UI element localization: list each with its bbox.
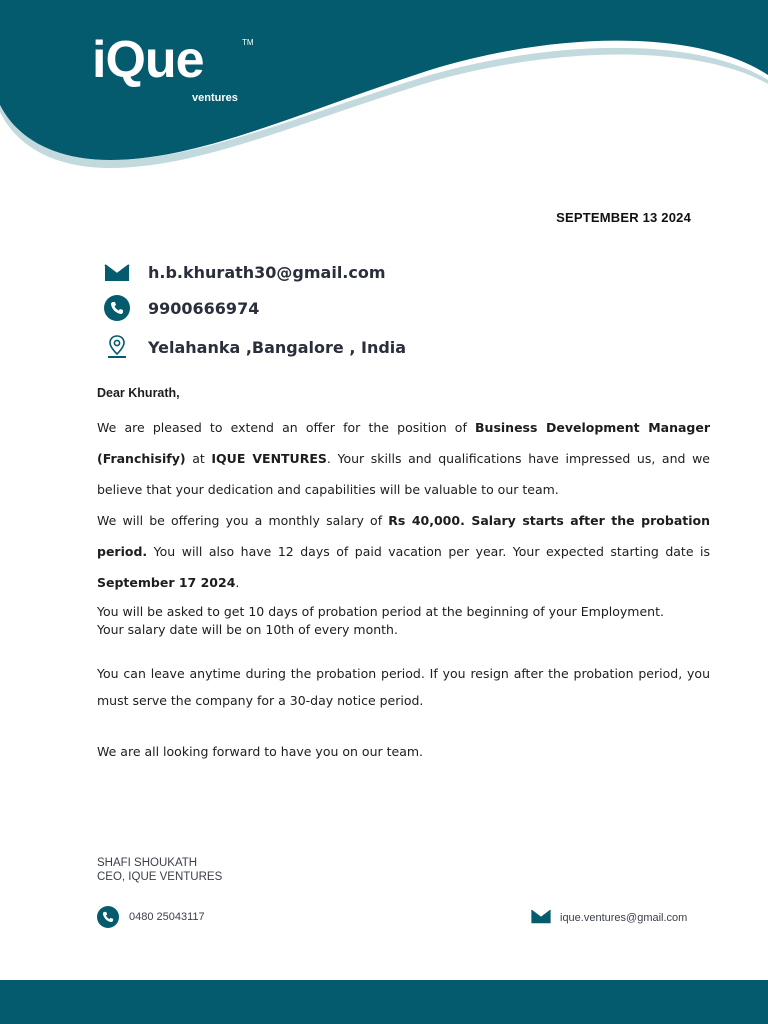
contact-email-row: [104, 258, 386, 286]
probation-line: You will be asked to get 10 days of probation period at the beginning of your Employment.: [97, 604, 664, 619]
phone-icon: [97, 906, 119, 932]
signatory-name: SHAFI SHOUKATH: [97, 857, 198, 869]
contact-phone-row: [104, 294, 259, 322]
letter-date: SEPTEMBER 13 2024: [556, 210, 691, 225]
start-date: September 17 2024: [97, 575, 236, 590]
footer-phone: [97, 906, 205, 932]
footer-email-address: ique.ventures@gmail.com: [560, 912, 688, 924]
paragraph-offer: [97, 412, 710, 505]
company-logo: [92, 28, 262, 112]
logo-trademark: TM: [242, 38, 254, 47]
phone-icon: [104, 295, 130, 321]
paragraph-closing: We are all looking forward to have you on our team.: [97, 744, 424, 759]
job-position: Business Development Manager (Franchisify): [97, 420, 710, 466]
mail-icon: [104, 259, 130, 285]
salary-date-line: Your salary date will be on 10th of every month.: [97, 622, 398, 637]
footer-phone-number: 0480 25043117: [129, 911, 205, 923]
salary-amount: Rs 40,000. Salary starts after the probation period.: [97, 513, 710, 559]
signatory-title: CEO, IQUE VENTURES: [97, 871, 223, 883]
company-name: IQUE VENTURES: [211, 451, 327, 466]
logo-wordmark: iQue: [92, 31, 204, 89]
contact-location-row: [104, 333, 406, 361]
contact-phone: 9900666974: [148, 298, 260, 318]
salary-text-start: We will be offering you a monthly salary of: [97, 513, 389, 528]
footer-email: [530, 908, 687, 928]
signature-block: [97, 856, 222, 884]
paragraph-salary: [97, 505, 710, 598]
mail-icon: [530, 908, 552, 928]
vacation-text: You will also have 12 days of paid vacation per year. Your expected starting date is: [147, 544, 710, 559]
salary-text-end: .: [235, 575, 240, 590]
contact-location: Yelahanka ,Bangalore , India: [148, 337, 407, 357]
contact-email: h.b.khurath30@gmail.com: [148, 262, 386, 282]
paragraph-probation: [97, 603, 710, 639]
logo-subtitle: ventures: [192, 92, 238, 104]
offer-text-end: . Your skills and qualifications have impressed us, and we believe that your dedication and capabilities will be valuable to our team.: [97, 451, 710, 497]
footer-bar: [0, 980, 768, 1024]
offer-text-at: at: [185, 451, 212, 466]
salutation: Dear Khurath,: [97, 386, 180, 400]
offer-text-start: We are pleased to extend an offer for the position of: [97, 420, 476, 435]
paragraph-notice: You can leave anytime during the probation period. If you resign after the probation period, you must serve the company for a 30-day notice period.: [97, 666, 710, 708]
location-pin-icon: [104, 334, 130, 360]
